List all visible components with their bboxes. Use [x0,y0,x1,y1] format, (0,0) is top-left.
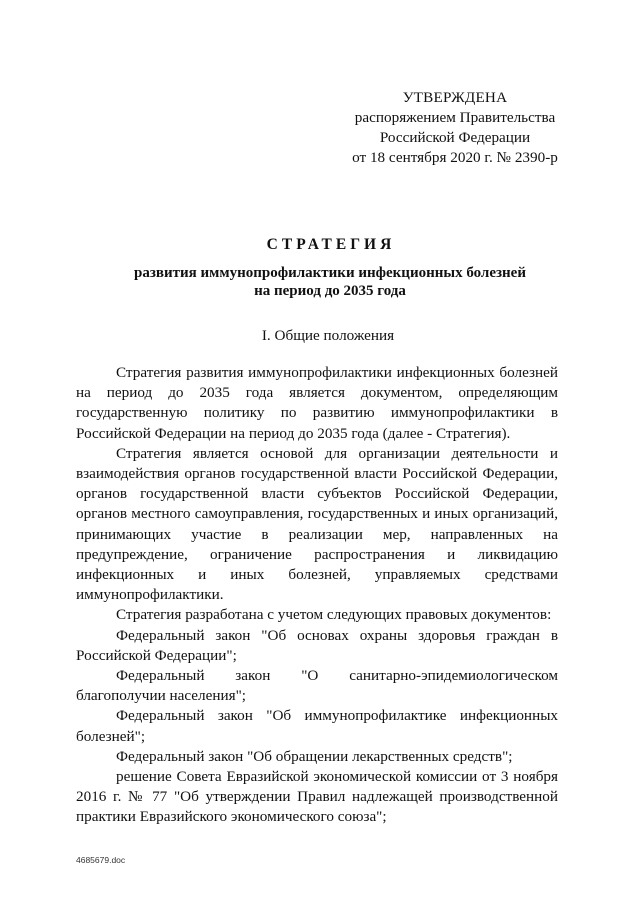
approval-line-1: распоряжением Правительства [354,109,556,126]
paragraph-8: решение Совета Евразийской экономической комиссии от 3 ноября 2016 г. № 77 "Об утверждении Правил надлежащей производственной практики Евразийского экономического союза"; [76,768,558,826]
paragraph-1: Стратегия развития иммунопрофилактики инфекционных болезней на период до 2035 года является документом, определяющим государственную политику по развитию иммунопрофилактики в Российской Федерации на период до 2035 года (далее - Стратегия). [76,364,558,442]
document-file-id: 4685679.doc [76,855,126,865]
document-subtitle [0,264,640,300]
approval-line-2: Российской Федерации [379,129,531,146]
section-heading: I. Общие положения [261,327,395,344]
body-text [76,363,558,828]
paragraph-4: Федеральный закон "Об основах охраны здоровья граждан в Российской Федерации"; [76,626,558,664]
subtitle-line-1: развития иммунопрофилактики инфекционных болезней [134,265,526,281]
approved-label: УТВЕРЖДЕНА [402,89,508,106]
paragraph-3: Стратегия разработана с учетом следующих правовых документов: [116,606,552,624]
document-title: СТРАТЕГИЯ [266,236,396,253]
subtitle-line-2: на период до 2035 года [254,283,406,299]
paragraph-5: Федеральный закон "О санитарно-эпидемиологическом благополучии населения"; [76,667,558,705]
paragraph-7: Федеральный закон "Об обращении лекарственных средств"; [116,747,513,765]
title-block [0,236,640,300]
paragraph-6: Федеральный закон "Об иммунопрофилактике инфекционных болезней"; [76,707,558,745]
approval-line-3: от 18 сентября 2020 г. № 2390-р [352,149,558,166]
paragraph-2: Стратегия является основой для организации деятельности и взаимодействия органов государственной власти Российской Федерации, органов государственной власти субъектов Российской Федерации, органов местного самоуправления, государственных и иных организаций, принимающих участие в реализации мер, направленных на предупреждение, ограничение распространения и ликвидацию инфекционных и иных болезней, управляемых средствами иммунопрофилактики. [76,444,558,604]
approval-block [330,88,580,168]
